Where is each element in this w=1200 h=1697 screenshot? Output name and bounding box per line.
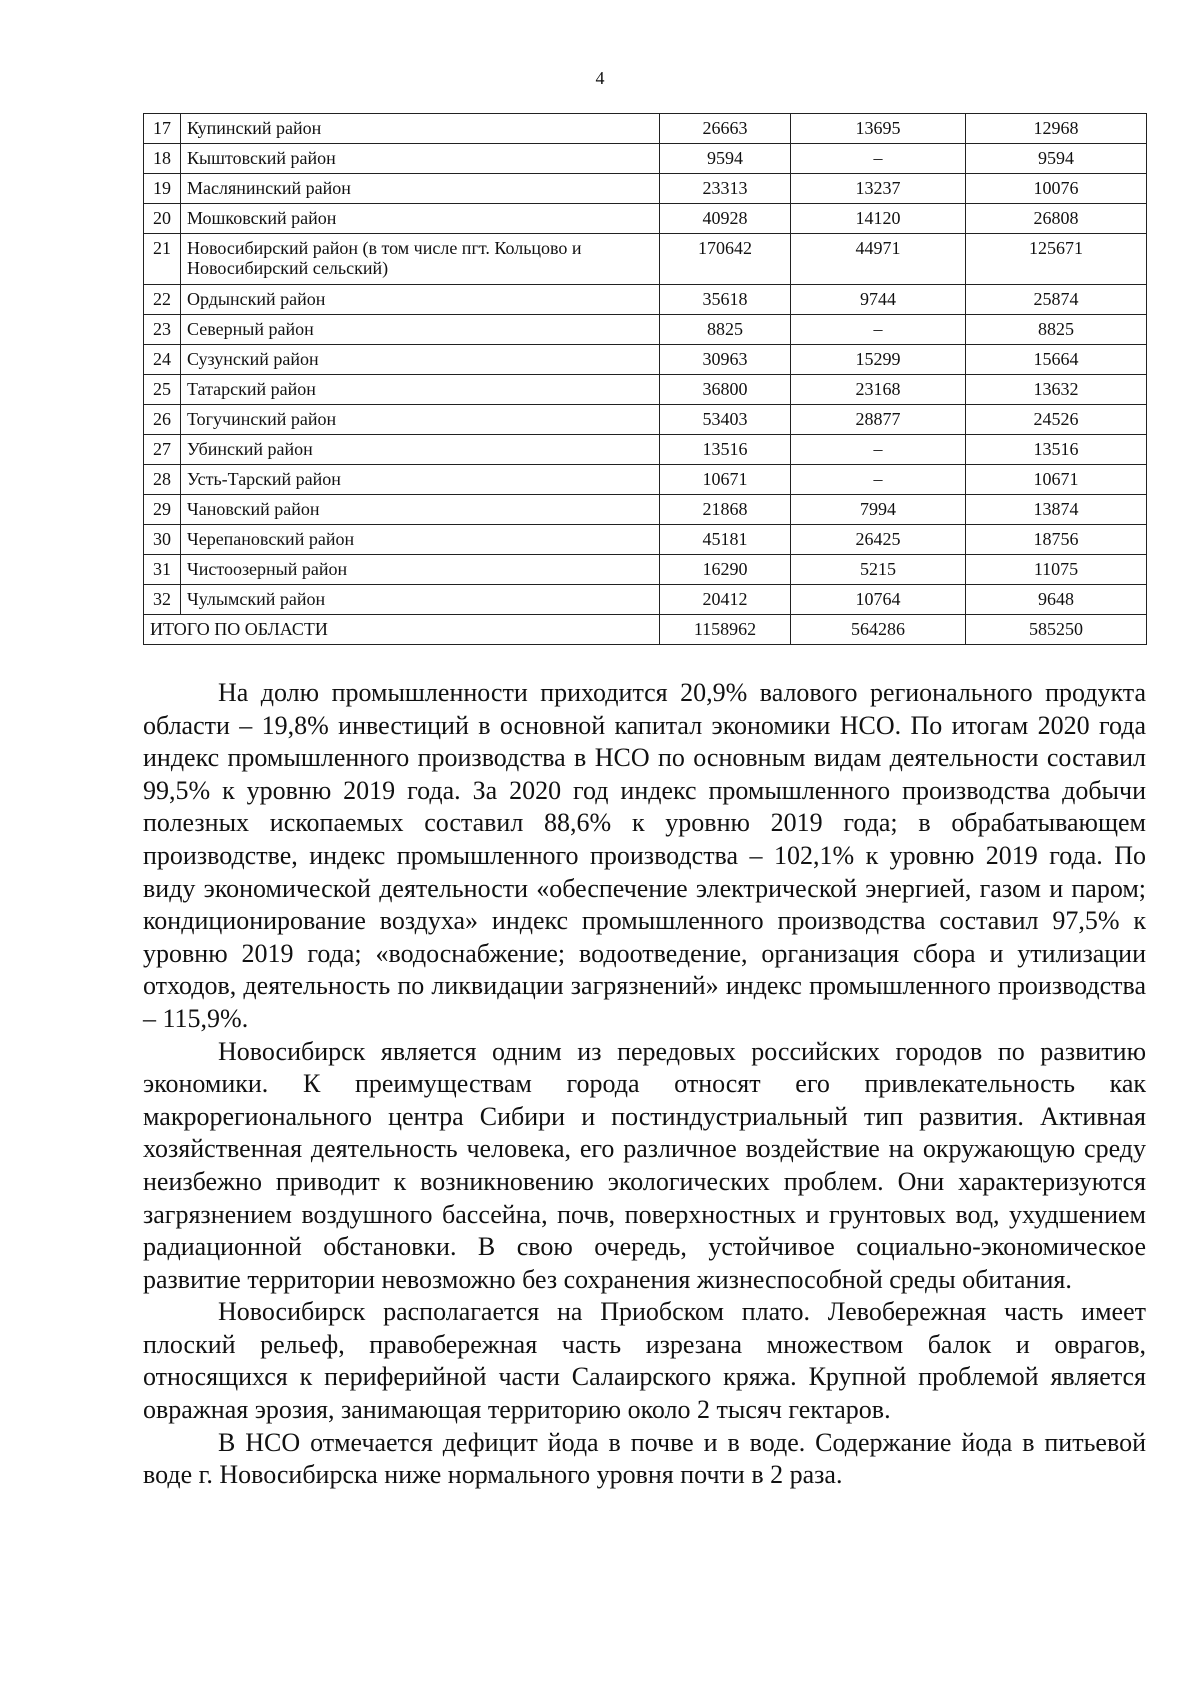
table-row [144, 204, 1147, 234]
total-population: 8825 [660, 315, 791, 345]
row-number: 32 [144, 585, 181, 615]
urban-population: 14120 [791, 204, 966, 234]
urban-population: – [791, 465, 966, 495]
rural-population: 26808 [966, 204, 1147, 234]
district-name: Новосибирский район (в том числе пгт. Кольцово и Новосибирский сельский) [181, 234, 660, 285]
urban-population: 26425 [791, 525, 966, 555]
row-number: 22 [144, 285, 181, 315]
table-row [144, 375, 1147, 405]
rural-population: 12968 [966, 114, 1147, 144]
table-row [144, 114, 1147, 144]
urban-population: 9744 [791, 285, 966, 315]
paragraph: В НСО отмечается дефицит йода в почве и в воде. Содержание йода в питьевой воде г. Новосибирска ниже нормального уровня почти в 2 раза. [143, 1427, 1146, 1490]
total-population: 170642 [660, 234, 791, 285]
urban-population: – [791, 315, 966, 345]
district-name: Маслянинский район [181, 174, 660, 204]
rural-population: 24526 [966, 405, 1147, 435]
total-label: ИТОГО ПО ОБЛАСТИ [144, 615, 660, 645]
district-name: Тогучинский район [181, 405, 660, 435]
row-number: 19 [144, 174, 181, 204]
total-population: 21868 [660, 495, 791, 525]
urban-total: 564286 [791, 615, 966, 645]
total-population: 26663 [660, 114, 791, 144]
district-name: Сузунский район [181, 345, 660, 375]
row-number: 20 [144, 204, 181, 234]
district-name: Чистоозерный район [181, 555, 660, 585]
district-name: Убинский район [181, 435, 660, 465]
urban-population: 7994 [791, 495, 966, 525]
rural-population: 9594 [966, 144, 1147, 174]
table-row [144, 174, 1147, 204]
body-text [143, 677, 1146, 1492]
district-name: Татарский район [181, 375, 660, 405]
row-number: 28 [144, 465, 181, 495]
district-name: Северный район [181, 315, 660, 345]
table-row [144, 405, 1147, 435]
total-population: 13516 [660, 435, 791, 465]
rural-population: 25874 [966, 285, 1147, 315]
total-population: 45181 [660, 525, 791, 555]
urban-population: – [791, 144, 966, 174]
row-number: 21 [144, 234, 181, 285]
district-name: Ордынский район [181, 285, 660, 315]
rural-population: 18756 [966, 525, 1147, 555]
district-name: Купинский район [181, 114, 660, 144]
district-name: Кыштовский район [181, 144, 660, 174]
district-name: Мошковский район [181, 204, 660, 234]
total-population: 35618 [660, 285, 791, 315]
table-row [144, 285, 1147, 315]
urban-population: 13695 [791, 114, 966, 144]
urban-population: 10764 [791, 585, 966, 615]
urban-population: 5215 [791, 555, 966, 585]
district-name: Черепановский район [181, 525, 660, 555]
districts-population-table [143, 113, 1147, 645]
urban-population: 15299 [791, 345, 966, 375]
table-row [144, 144, 1147, 174]
urban-population: 13237 [791, 174, 966, 204]
paragraph: На долю промышленности приходится 20,9% валового регионального продукта области – 19,8% инвестиций в основной капитал экономики НСО. По итогам 2020 года индекс промышленного производства в НСО по основным видам деятельности составил 99,5% к уровню 2019 года. За 2020 год индекс промышленного производства добычи полезных ископаемых составил 88,6% к уровню 2019 года; в обрабатывающем производстве, индекс промышленного производства – 102,1% к уровню 2019 года. По виду экономической деятельности «обеспечение электрической энергией, газом и паром; кондиционирование воздуха» индекс промышленного производства составил 97,5% к уровню 2019 года; «водоснабжение; водоотведение, организация сбора и утилизации отходов, деятельность по ликвидации загрязнений» индекс промышленного производства – 115,9%. [143, 678, 1146, 1033]
row-number: 25 [144, 375, 181, 405]
row-number: 31 [144, 555, 181, 585]
row-number: 27 [144, 435, 181, 465]
row-number: 26 [144, 405, 181, 435]
total-population: 10671 [660, 465, 791, 495]
total-population: 30963 [660, 345, 791, 375]
total-population: 53403 [660, 405, 791, 435]
row-number: 30 [144, 525, 181, 555]
row-number: 18 [144, 144, 181, 174]
row-number: 17 [144, 114, 181, 144]
urban-population: 44971 [791, 234, 966, 285]
row-number: 24 [144, 345, 181, 375]
total-row [144, 615, 1147, 645]
table-row [144, 525, 1147, 555]
district-name: Чулымский район [181, 585, 660, 615]
urban-population: 28877 [791, 405, 966, 435]
total-population: 20412 [660, 585, 791, 615]
row-number: 23 [144, 315, 181, 345]
rural-population: 8825 [966, 315, 1147, 345]
rural-population: 10076 [966, 174, 1147, 204]
total-population: 16290 [660, 555, 791, 585]
district-name: Чановский район [181, 495, 660, 525]
grand-total: 1158962 [660, 615, 791, 645]
table-row [144, 585, 1147, 615]
row-number: 29 [144, 495, 181, 525]
rural-population: 15664 [966, 345, 1147, 375]
rural-population: 11075 [966, 555, 1147, 585]
rural-population: 13874 [966, 495, 1147, 525]
rural-population: 13632 [966, 375, 1147, 405]
paragraph: Новосибирск является одним из передовых российских городов по развитию экономики. К преимуществам города относят его привлекательность как макрорегионального центра Сибири и постиндустриальный тип развития. Активная хозяйственная деятельность человека, его различное воздействие на окружающую среду неизбежно приводит к возникновению экологических проблем. Они характеризуются загрязнением воздушного бассейна, почв, поверхностных и грунтовых вод, ухудшением радиационной обстановки. В свою очередь, устойчивое социально-экономическое развитие территории невозможно без сохранения жизнеспособной среды обитания. [143, 1036, 1146, 1294]
rural-population: 125671 [966, 234, 1147, 285]
table-row [144, 555, 1147, 585]
table-row [144, 465, 1147, 495]
total-population: 23313 [660, 174, 791, 204]
district-name: Усть-Тарский район [181, 465, 660, 495]
total-population: 40928 [660, 204, 791, 234]
table-row [144, 495, 1147, 525]
total-population: 36800 [660, 375, 791, 405]
rural-population: 13516 [966, 435, 1147, 465]
total-population: 9594 [660, 144, 791, 174]
table-row [144, 234, 1147, 285]
table-row [144, 435, 1147, 465]
urban-population: – [791, 435, 966, 465]
table-row [144, 345, 1147, 375]
paragraph: Новосибирск располагается на Приобском плато. Левобережная часть имеет плоский рельеф, правобережная часть изрезана множеством балок и оврагов, относящихся к периферийной части Салаирского кряжа. Крупной проблемой является овражная эрозия, занимающая территорию около 2 тысяч гектаров. [143, 1297, 1146, 1425]
rural-population: 10671 [966, 465, 1147, 495]
urban-population: 23168 [791, 375, 966, 405]
table-row [144, 315, 1147, 345]
page-number: 4 [595, 68, 605, 88]
rural-total: 585250 [966, 615, 1147, 645]
rural-population: 9648 [966, 585, 1147, 615]
